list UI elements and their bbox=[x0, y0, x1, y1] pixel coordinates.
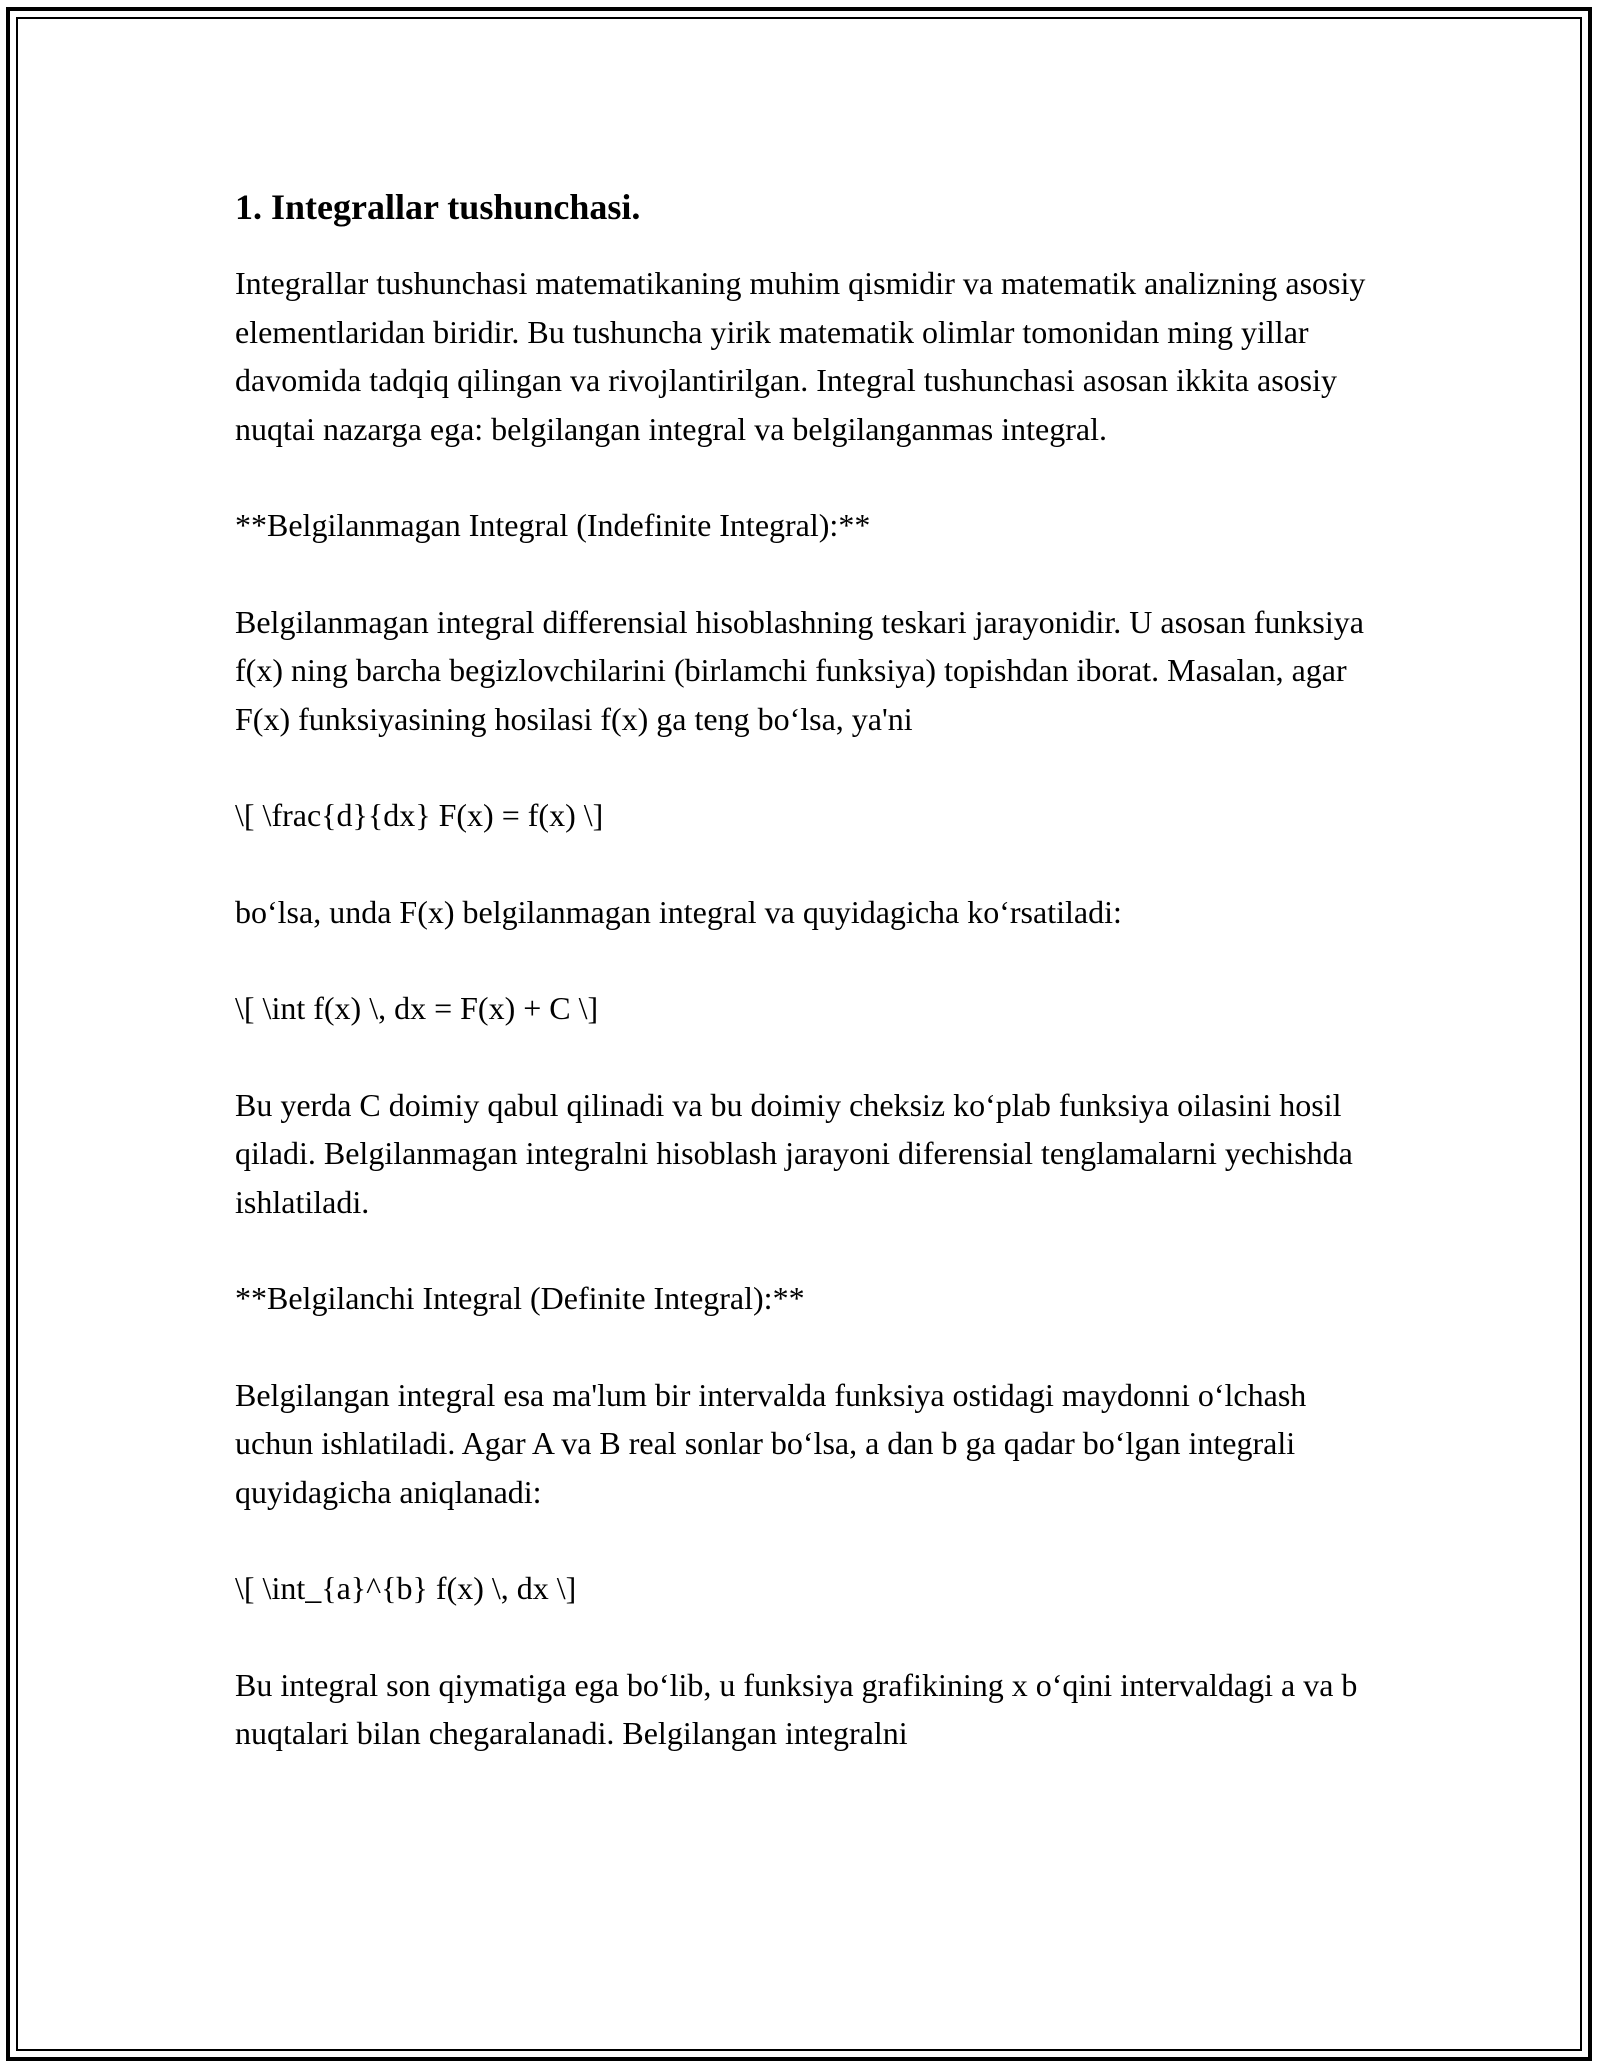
definite-integral-paragraph: Belgilangan integral esa ma'lum bir intervalda funksiya ostidagi maydonni o‘lchash uchun ishlatiladi. Agar A va B real sonlar bo‘lsa, a dan b ga qadar bo‘lgan integrali quyidagicha aniqlanadi: bbox=[235, 1376, 1307, 1510]
intro-paragraph: Integrallar tushunchasi matematikaning muhim qismidir va matematik analizning asosiy elementlaridan biridir. Bu tushuncha yirik matematik olimlar tomonidan ming yillar davomida tadqiq qilingan va rivojlantirilgan. Integral tushunchasi asosan ikkita asosiy nuqtai nazarga ega: belgilangan integral va belgilanganmas integral. bbox=[235, 265, 1366, 447]
indefinite-integral-subheading: **Belgilanmagan Integral (Indefinite Integral):** bbox=[235, 507, 871, 544]
document-body bbox=[235, 186, 1375, 1806]
indefinite-integral-paragraph: Belgilanmagan integral differensial hisoblashning teskari jarayonidir. U asosan funksiya f(x) ning barcha begizlovchilarini (birlamchi funksiya) topishdan iborat. Masalan, agar F(x) funksiyasining hosilasi f(x) ga teng bo‘lsa, ya'ni bbox=[235, 603, 1364, 737]
constant-paragraph: Bu yerda C doimiy qabul qilinadi va bu doimiy cheksiz ko‘plab funksiya oilasini hosil qiladi. Belgilanmagan integralni hisoblash jarayoni diferensial tenglamalarni yechishda ishlatiladi. bbox=[235, 1086, 1353, 1220]
indefinite-integral-formula: \[ \int f(x) \, dx = F(x) + C \] bbox=[235, 990, 599, 1027]
definite-integral-explanation: Bu integral son qiymatiga ega bo‘lib, u funksiya grafikining x o‘qini intervaldagi a va b nuqtalari bilan chegaralanadi. Belgilangan integralni bbox=[235, 1666, 1358, 1752]
section-heading: 1. Integrallar tushunchasi. bbox=[235, 187, 641, 227]
derivative-formula: \[ \frac{d}{dx} F(x) = f(x) \] bbox=[235, 797, 604, 834]
indefinite-integral-explanation: bo‘lsa, unda F(x) belgilanmagan integral va quyidagicha ko‘rsatiladi: bbox=[235, 893, 1122, 930]
definite-integral-formula: \[ \int_{a}^{b} f(x) \, dx \] bbox=[235, 1570, 577, 1607]
definite-integral-subheading: **Belgilanchi Integral (Definite Integral):** bbox=[235, 1280, 805, 1317]
